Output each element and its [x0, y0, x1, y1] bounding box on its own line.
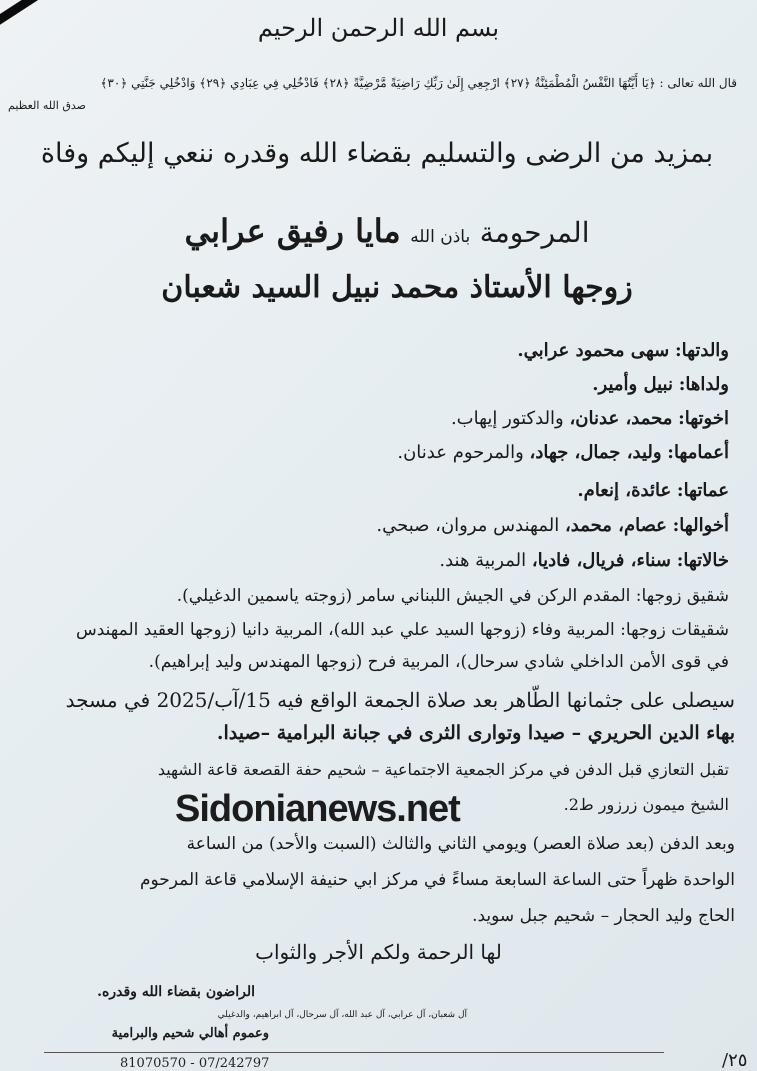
relative-label: اخوتها: — [678, 408, 729, 429]
footer-divider — [44, 1052, 664, 1053]
signer-general: وعموم أهالي شحيم والبرامية — [111, 1026, 269, 1041]
deceased-line — [77, 212, 697, 250]
relative-rest: والدكتور إيهاب. — [450, 408, 570, 429]
relative-names: وليد، جمال، جهاد، — [529, 442, 662, 463]
condolence-after-3: الحاج وليد الحجار – شحيم جبل سويد. — [472, 906, 735, 926]
in-law-brother: شقيق زوجها: المقدم الركن في الجيش اللبناني سامر (زوجته ياسمين الدغيلي). — [176, 586, 729, 606]
condolence-before-2: الشيخ ميمون زرزور ط2. — [563, 795, 729, 814]
deceased-by-will: باذن الله — [410, 227, 471, 247]
condolence-after-1: وبعد الدفن (بعد صلاة العصر) ويومي الثاني والثالث (السبت والأحد) من الساعة — [186, 834, 735, 854]
relative-sons — [592, 374, 729, 395]
relative-names: نبيل وأمير. — [592, 374, 674, 395]
relative-rest: المربية هند. — [439, 550, 532, 571]
signer-families: آل شعبان، آل عرابي، آل عبد الله، آل سرحال، آل ابراهيم، والدغيلي — [217, 1010, 467, 1020]
quran-verse: قال الله تعالى : ﴿يَا أَيَّتُهَا النَّفْسُ الْمُطْمَئِنَّةُ ﴿٢٧﴾ ارْجِعِي إِلَىٰ رَبِّكِ رَاضِيَةً مَّرْضِيَّةً ﴿٢٨﴾ فَادْخُلِي فِي عِبَادِي ﴿٢٩﴾ وَادْخُلِي جَنَّتِي ﴿٣٠﴾ — [100, 76, 737, 90]
relative-rest: المهندس مروان، صبحي. — [376, 515, 565, 536]
relative-maternal-uncles — [376, 515, 729, 536]
relative-brothers — [451, 408, 729, 429]
relative-names: عصام، محمد، — [564, 515, 667, 536]
prayer-line-2: بهاء الدين الحريري – صيدا وتوارى الثرى في جبانة البرامية –صيدا. — [216, 722, 735, 744]
relative-mother — [517, 340, 729, 361]
relative-label: أخوالها: — [672, 515, 729, 536]
basmala: بسم الله الرحمن الرحيم — [257, 14, 500, 42]
relative-names: سهى محمود عرابي. — [517, 340, 670, 361]
husband-line: زوجها الأستاذ محمد نبيل السيد شعبان — [161, 270, 633, 305]
relative-label: خالاتها: — [676, 550, 729, 571]
intro-text: بمزيد من الرضى والتسليم بقضاء الله وقدره ننعي إليكم وفاة — [40, 138, 714, 169]
in-law-sisters-2: في قوى الأمن الداخلي شادي سرحال)، المربية فرح (زوجها المهندس وليد إبراهيم). — [148, 652, 729, 672]
relative-label: ولداها: — [678, 374, 729, 395]
deceased-name: مايا رفيق عرابي — [184, 212, 401, 250]
relative-rest: والمرحوم عدنان. — [397, 442, 530, 463]
prayer-line-1: سيصلى على جثمانها الطّاهر بعد صلاة الجمعة الواقع فيه 15/آب/2025 في مسجد — [65, 688, 735, 712]
sadaq-text: صدق الله العظيم — [8, 99, 86, 112]
relative-label: والدتها: — [674, 340, 729, 361]
relative-names: محمد، عدنان، — [569, 408, 673, 429]
watermark: Sidonianews.net — [175, 788, 460, 830]
relative-names: سناء، فريال، فاديا، — [531, 550, 671, 571]
deceased-prefix: المرحومة — [479, 216, 590, 249]
relative-names: عائدة، إنعام. — [577, 480, 672, 501]
condolence-before-1: تقبل التعازي قبل الدفن في مركز الجمعية الاجتماعية – شحيم حفة القصعة قاعة الشهيد — [157, 760, 729, 779]
page-number: ٢٥/ — [722, 1050, 748, 1071]
phone-numbers: 81070570 - 07/242797 — [120, 1056, 270, 1071]
relative-label: أعمامها: — [667, 442, 729, 463]
in-law-sisters-1: شقيقات زوجها: المربية وفاء (زوجها السيد علي عبد الله)، المربية دانيا (زوجها العقيد المهندس — [76, 620, 729, 640]
condolence-after-2: الواحدة ظهراً حتى الساعة السابعة مساءً في مركز ابي حنيفة الإسلامي قاعة المرحوم — [139, 870, 735, 890]
relative-label: عماتها: — [676, 480, 729, 501]
relative-uncles — [397, 442, 729, 463]
relative-aunts — [577, 480, 729, 501]
relative-maternal-aunts — [439, 550, 729, 571]
signers-title: الراضون بقضاء الله وقدره. — [97, 984, 255, 1000]
closing-dua: لها الرحمة ولكم الأجر والثواب — [255, 940, 502, 964]
